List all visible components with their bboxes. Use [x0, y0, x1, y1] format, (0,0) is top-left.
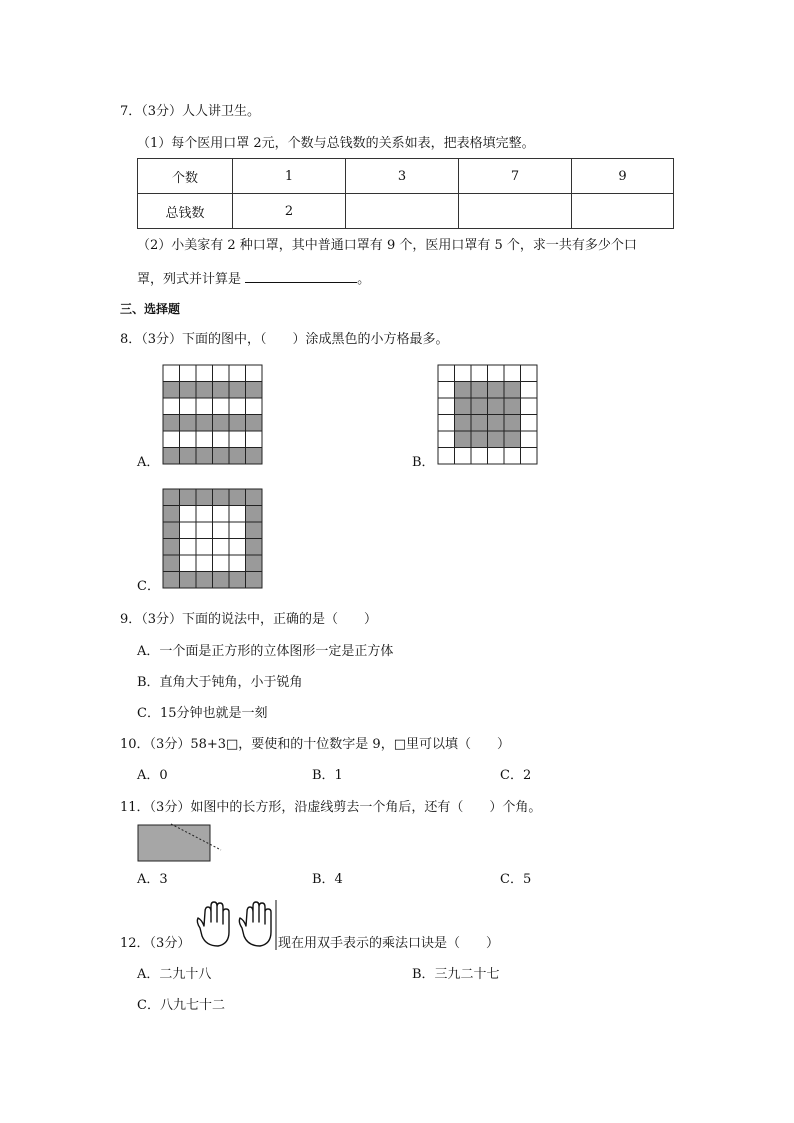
grid-cell-shaded: [163, 572, 180, 589]
grid-cell-empty: [213, 555, 230, 572]
answer-cell[interactable]: [459, 194, 572, 229]
grid-cell-shaded: [180, 572, 197, 589]
grid-cell-empty: [196, 539, 213, 556]
grid-cell-empty: [246, 431, 263, 448]
grid-cell-shaded: [246, 539, 263, 556]
grid-cell-empty: [521, 415, 538, 432]
grid-cell-shaded: [229, 448, 246, 465]
grid-cell-shaded: [455, 415, 472, 432]
q9-option-c[interactable]: C．15分钟也就是一刻: [137, 706, 268, 721]
q11-option-b[interactable]: B．4: [312, 872, 343, 887]
grid-cell-shaded: [504, 382, 521, 399]
q7-part2-line1: （2）小美家有 2 种口罩，其中普通口罩有 9 个，医用口罩有 5 个，求一共有多少个口: [137, 238, 637, 253]
grid-cell-empty: [229, 506, 246, 523]
grid-cell-empty: [521, 448, 538, 465]
grid-cell-shaded: [246, 382, 263, 399]
grid-cell-shaded: [246, 489, 263, 506]
grid-cell-shaded: [471, 382, 488, 399]
grid-cell-empty: [196, 506, 213, 523]
grid-cell-empty: [163, 398, 180, 415]
grid-cell-shaded: [488, 382, 505, 399]
grid-cell-empty: [438, 415, 455, 432]
grid-cell-shaded: [163, 448, 180, 465]
grid-cell-empty: [196, 522, 213, 539]
grid-cell-shaded: [455, 382, 472, 399]
q10-title: 10．（3分）58+3□，要使和的十位数字是 9，□里可以填（ ）: [120, 737, 510, 752]
grid-cell-shaded: [488, 415, 505, 432]
grid-cell-shaded: [455, 398, 472, 415]
q8-option-a-label[interactable]: A．: [137, 455, 160, 470]
grid-cell-shaded: [180, 382, 197, 399]
grid-cell-empty: [438, 382, 455, 399]
table-cell: 3: [346, 159, 459, 194]
grid-cell-shaded: [246, 448, 263, 465]
two-hands-figure: [192, 900, 282, 952]
grid-cell-shaded: [163, 382, 180, 399]
grid-cell-empty: [180, 539, 197, 556]
grid-cell-empty: [229, 539, 246, 556]
grid-cell-empty: [213, 365, 230, 382]
answer-blank[interactable]: [245, 270, 357, 283]
q7-title: 7．（3分）人人讲卫生。: [120, 104, 261, 119]
q7-table: [137, 158, 674, 229]
grid-cell-empty: [438, 365, 455, 382]
grid-cell-shaded: [229, 489, 246, 506]
grid-cell-shaded: [246, 572, 263, 589]
q12-option-b[interactable]: B．三九二十七: [412, 967, 500, 982]
grid-cell-empty: [229, 431, 246, 448]
answer-cell[interactable]: [346, 194, 459, 229]
q11-rectangle-figure: [137, 824, 227, 864]
table-row: [138, 194, 674, 229]
grid-cell-empty: [180, 506, 197, 523]
grid-cell-empty: [521, 365, 538, 382]
q10-option-b[interactable]: B．1: [312, 768, 343, 783]
grid-cell-shaded: [213, 489, 230, 506]
grid-cell-shaded: [504, 398, 521, 415]
grid-cell-empty: [229, 365, 246, 382]
q8-option-c-label[interactable]: C．: [137, 579, 160, 594]
grid-cell-shaded: [163, 522, 180, 539]
grid-cell-empty: [521, 398, 538, 415]
grid-cell-empty: [196, 431, 213, 448]
grid-cell-shaded: [213, 572, 230, 589]
hand-icon: [197, 902, 229, 946]
grid-cell-empty: [229, 555, 246, 572]
grid-cell-empty: [229, 522, 246, 539]
table-cell: 1: [233, 159, 346, 194]
grid-cell-empty: [213, 398, 230, 415]
grid-cell-shaded: [246, 415, 263, 432]
grid-cell-shaded: [180, 489, 197, 506]
grid-cell-shaded: [471, 415, 488, 432]
q11-option-a[interactable]: A．3: [137, 872, 168, 887]
grid-cell-empty: [196, 398, 213, 415]
grid-cell-shaded: [163, 555, 180, 572]
q8-option-b-label[interactable]: B．: [412, 455, 435, 470]
q9-title: 9．（3分）下面的说法中，正确的是（ ）: [120, 612, 378, 627]
q8-grid-a: [163, 365, 263, 465]
table-cell: 个数: [138, 159, 233, 194]
hand-icon: [239, 902, 271, 946]
table-cell: 2: [233, 194, 346, 229]
grid-cell-shaded: [196, 489, 213, 506]
grid-cell-empty: [246, 365, 263, 382]
grid-cell-empty: [488, 365, 505, 382]
grid-cell-shaded: [488, 398, 505, 415]
grid-cell-empty: [180, 431, 197, 448]
q12-title-suffix: 现在用双手表示的乘法口诀是（ ）: [278, 936, 500, 951]
grid-cell-shaded: [246, 555, 263, 572]
grid-cell-empty: [196, 555, 213, 572]
answer-cell[interactable]: [572, 194, 674, 229]
grid-cell-shaded: [488, 431, 505, 448]
grid-cell-empty: [213, 522, 230, 539]
grid-cell-empty: [455, 365, 472, 382]
grid-cell-empty: [213, 506, 230, 523]
grid-cell-shaded: [213, 448, 230, 465]
grid-cell-empty: [488, 448, 505, 465]
grid-cell-empty: [455, 448, 472, 465]
grid-cell-shaded: [471, 431, 488, 448]
grid-cell-empty: [196, 365, 213, 382]
grid-cell-shaded: [163, 489, 180, 506]
grid-cell-shaded: [163, 539, 180, 556]
grid-cell-shaded: [196, 382, 213, 399]
grid-cell-empty: [163, 365, 180, 382]
q8-grid-b: [438, 365, 538, 465]
grid-cell-empty: [438, 431, 455, 448]
grid-cell-shaded: [229, 415, 246, 432]
q12-option-c[interactable]: C．八九七十二: [137, 998, 225, 1013]
grid-cell-shaded: [504, 431, 521, 448]
grid-cell-shaded: [196, 415, 213, 432]
table-cell: 9: [572, 159, 674, 194]
grid-cell-empty: [229, 398, 246, 415]
grid-cell-shaded: [471, 398, 488, 415]
grid-cell-empty: [163, 431, 180, 448]
grid-cell-shaded: [196, 448, 213, 465]
grid-cell-shaded: [455, 431, 472, 448]
q9-option-b[interactable]: B．直角大于钝角，小于锐角: [137, 675, 303, 690]
q10-option-a[interactable]: A．0: [137, 768, 168, 783]
q12-title-prefix: 12．（3分）: [120, 936, 191, 951]
grid-cell-empty: [521, 431, 538, 448]
grid-cell-empty: [180, 555, 197, 572]
grid-cell-shaded: [213, 382, 230, 399]
q11-title: 11．（3分）如图中的长方形，沿虚线剪去一个角后，还有（ ）个角。: [120, 800, 542, 815]
grid-cell-shaded: [246, 522, 263, 539]
q8-title: 8．（3分）下面的图中，（ ）涂成黑色的小方格最多。: [120, 332, 449, 347]
q7-part1: （1）每个医用口罩 2元，个数与总钱数的关系如表，把表格填完整。: [137, 136, 535, 151]
grid-cell-shaded: [213, 415, 230, 432]
grid-cell-empty: [180, 398, 197, 415]
grid-cell-empty: [504, 365, 521, 382]
grid-cell-empty: [504, 448, 521, 465]
grid-cell-empty: [471, 448, 488, 465]
grid-cell-shaded: [229, 572, 246, 589]
q7-part2-suffix: 。: [357, 272, 371, 287]
grid-cell-shaded: [229, 382, 246, 399]
grid-cell-shaded: [196, 572, 213, 589]
q9-option-a[interactable]: A．一个面是正方形的立体图形一定是正方体: [137, 644, 394, 659]
q12-option-a[interactable]: A．二九十八: [137, 967, 212, 982]
grid-cell-shaded: [504, 415, 521, 432]
q10-option-c[interactable]: C．2: [500, 768, 532, 783]
grid-cell-empty: [438, 398, 455, 415]
grid-cell-empty: [521, 382, 538, 399]
q7-part2-prefix: 罩，列式并计算是: [137, 272, 242, 287]
table-row: [138, 159, 674, 194]
q8-grid-c: [163, 489, 263, 589]
q7-part2-line2: [137, 270, 370, 288]
section-title: 三、选择题: [120, 302, 181, 316]
rectangle-shape: [138, 825, 210, 861]
grid-cell-shaded: [163, 506, 180, 523]
grid-cell-empty: [213, 431, 230, 448]
table-cell: 总钱数: [138, 194, 233, 229]
grid-cell-shaded: [163, 415, 180, 432]
table-cell: 7: [459, 159, 572, 194]
grid-cell-empty: [471, 365, 488, 382]
grid-cell-empty: [180, 522, 197, 539]
grid-cell-empty: [438, 448, 455, 465]
grid-cell-shaded: [246, 506, 263, 523]
grid-cell-shaded: [180, 448, 197, 465]
q11-option-c[interactable]: C．5: [500, 872, 532, 887]
grid-cell-shaded: [180, 415, 197, 432]
grid-cell-empty: [246, 398, 263, 415]
grid-cell-empty: [213, 539, 230, 556]
grid-cell-empty: [180, 365, 197, 382]
